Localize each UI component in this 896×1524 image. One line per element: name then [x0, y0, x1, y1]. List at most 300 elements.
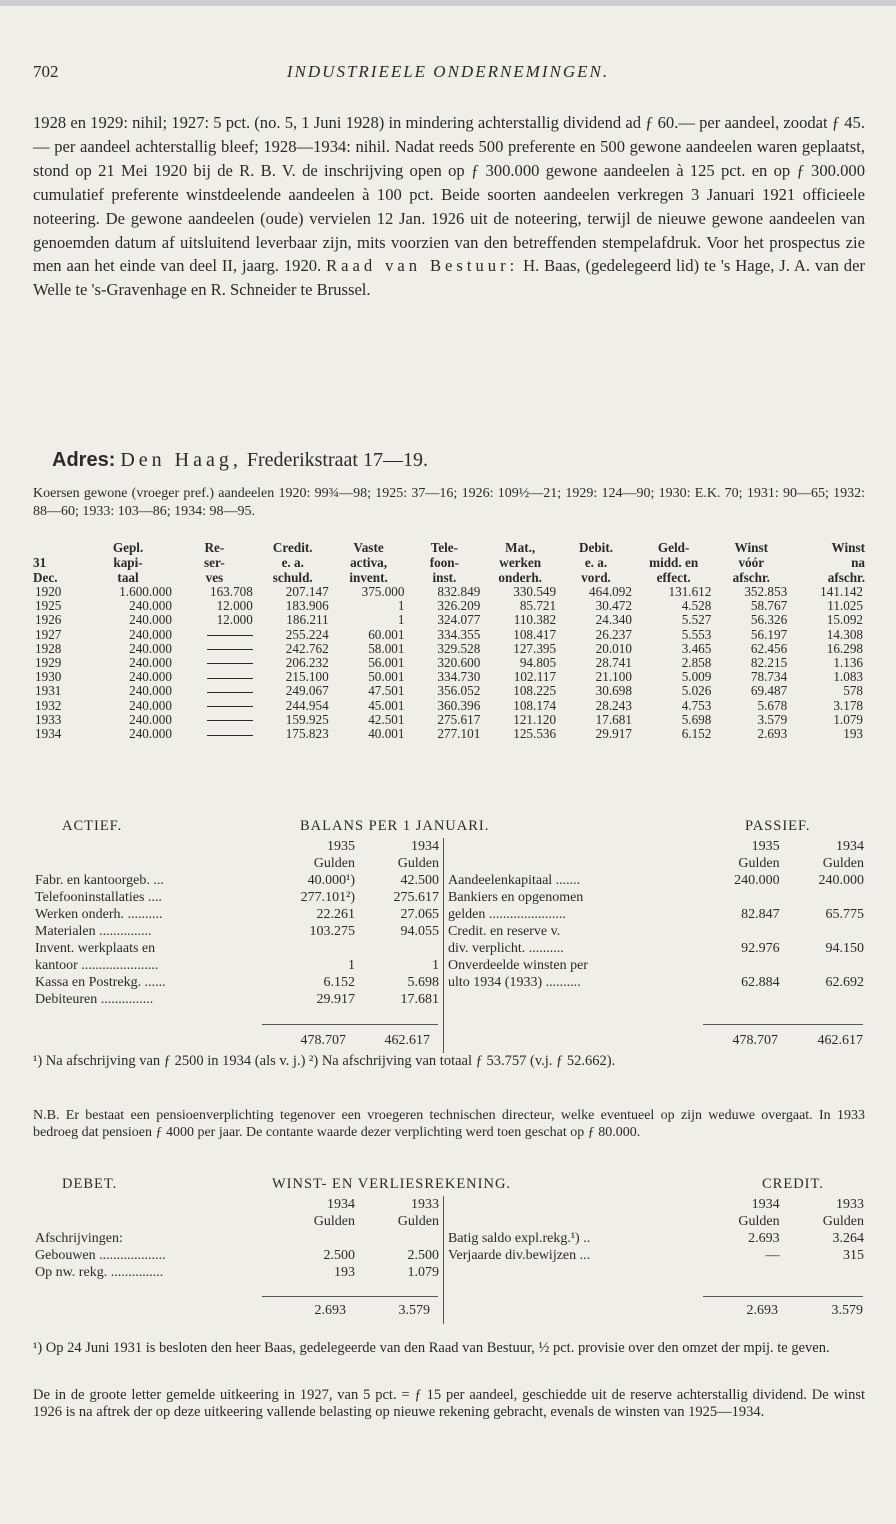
key-table-cell: 334.355: [437, 626, 481, 642]
actief-value: 29.917: [316, 992, 355, 1007]
key-table-cell: 26.237: [595, 626, 632, 642]
key-table-cell: 159.925: [285, 711, 329, 727]
key-table-header-2: [174, 540, 255, 585]
key-table-row: [33, 727, 865, 741]
key-table-cell: 5.553: [681, 626, 712, 642]
key-table-header-line: foon-: [429, 555, 460, 570]
key-table-cell: 5.698: [681, 711, 712, 727]
key-table-cell: [174, 656, 255, 670]
key-table-header-line: Dec.: [33, 570, 58, 585]
address-city: Den Haag,: [120, 449, 242, 471]
key-table-cell: 56.197: [750, 626, 788, 642]
actief-label: Kassa en Postrekg. ......: [35, 975, 166, 990]
debet-title: DEBET.: [62, 1176, 118, 1192]
final-note-text: De in de groote letter gemelde uitkeering in 1927, van 5 pct. = ƒ 15 per aandeel, geschiedde uit de reserve achterstallig dividend. De winst 1926 is na aftrek der op deze uitkeering vallende belasting op nieuwe rekening gebracht, evenals de winsten van 1925—1934.: [33, 1387, 865, 1420]
intro-paragraph: [33, 111, 865, 302]
key-table-cell: 28.741: [595, 655, 632, 671]
key-table-cell: 320.600: [437, 655, 481, 671]
key-table-header-5: [406, 540, 482, 585]
key-table-cell: 360.396: [437, 697, 481, 713]
key-table-header-line: vóór: [738, 555, 765, 570]
key-table-header-line: Debit.: [578, 540, 614, 555]
key-table-cell: 141.142: [820, 584, 863, 599]
key-table-header-line: werken: [499, 555, 542, 570]
key-table-cell: 277.101: [437, 726, 481, 742]
actief-row: [33, 872, 441, 889]
actief-value: 1: [348, 958, 355, 973]
key-table-cell: 1.083: [833, 669, 863, 685]
passief-row: [446, 940, 866, 957]
key-table-cell: 78.734: [750, 669, 788, 685]
actief-value: [357, 940, 441, 957]
key-table-cell: 240.000: [129, 612, 172, 628]
actief-total-a: 478.707: [300, 1033, 346, 1048]
key-table-header-10: [789, 540, 865, 585]
key-table-cell: 16.298: [826, 640, 863, 656]
key-table-cell: 240.000: [129, 726, 172, 742]
address-street: Frederikstraat 17—19.: [246, 449, 428, 471]
pl-title: WINST- EN VERLIESREKENING.: [272, 1176, 512, 1192]
intro-text-a: 1928 en 1929: nihil; 1927: 5 pct. (no. 5, 1 Juni 1928) in mindering achterstallig dividend ad ƒ 60.— per aandeel, zoodat ƒ 45.— per aandeel achterstallig bleef; 1928—1934: nihil. Nadat reeds 500 preferente en 500 gewone aandeelen waren geplaatst, stond op 21 Mei 1920 bij de R. B. V. de inschrijving open op ƒ 300.000 gewone aandeelen à 125 pct. en op ƒ 300.000 cumulatief preferente winstdeelende aandeelen à 100 pct. Beide soorten aandeelen verkregen 3 Januari 1921 officieele noteering. De gewone aandeelen (oude) vervielen 12 Jan. 1926 uit de noteering, terwijl de nieuwe gewone aandeelen van genoemden datum af uitsluitend leverbaar zijn, mits voorzien van den betreffenden stempelafdruk. Voor het prospectus zie men aan het einde van deel II, jaarg. 1920.: [33, 113, 865, 276]
key-table-cell: 330.549: [513, 584, 557, 599]
key-table-cell: 240.000: [129, 598, 172, 614]
actief-value: 103.275: [309, 924, 355, 939]
empty-dash: [207, 663, 253, 664]
actief-row: [33, 957, 441, 974]
key-table-cell: [174, 642, 255, 656]
actief-title: ACTIEF.: [62, 818, 123, 834]
key-table-header-line: kapi-: [113, 555, 143, 570]
balance-footnote-text: ¹) Na afschrijving van ƒ 2500 in 1934 (als v. j.) ²) Na afschrijving van totaal ƒ 53.757 (v.j. ƒ 52.662).: [33, 1053, 616, 1069]
passief-value: 240.000: [818, 873, 864, 888]
debet-total-b: 3.579: [398, 1303, 430, 1318]
key-table-cell: 1933: [35, 711, 62, 727]
key-table-cell: 1: [397, 612, 405, 628]
key-table-cell: 3.465: [681, 640, 712, 656]
passief-row: [446, 872, 866, 889]
balance-title: BALANS PER 1 JANUARI.: [300, 818, 490, 834]
key-table-cell: 94.805: [519, 655, 557, 671]
actief-value: 40.000¹): [307, 873, 355, 888]
key-table-cell: 244.954: [285, 697, 329, 713]
credit-title: CREDIT.: [762, 1176, 824, 1192]
key-table-cell: [174, 628, 255, 642]
key-table-cell: 1925: [35, 598, 62, 614]
balance-divider: [443, 838, 444, 1053]
koersen-text: Koersen gewone (vroeger pref.) aandeelen 1920: 99¾—98; 1925: 37—16; 1926: 109½—21; 1929: 124—90; 1930: E.K. 70; 1931: 90—65; 1932: 88—60; 1933: 103—86; 1934: 98—95.: [33, 486, 865, 519]
key-table-header-3: [255, 540, 331, 585]
key-table-cell: 17.681: [595, 711, 632, 727]
passief-value: [687, 957, 781, 974]
key-table-cell: 352.853: [744, 584, 788, 599]
key-table-header-line: Winst: [831, 540, 865, 555]
passief-row: [446, 957, 866, 974]
key-table-cell: 42.501: [368, 711, 405, 727]
passief-rows: [446, 872, 866, 991]
key-table-cell: 240.000: [129, 640, 172, 656]
key-table-cell: 12.000: [216, 598, 253, 614]
raad-label: Raad van Bestuur:: [326, 256, 519, 276]
empty-dash: [207, 678, 253, 679]
key-table-header-line: afschr.: [827, 570, 865, 585]
debet-table: [33, 1196, 441, 1281]
passief-year-a: 1935: [751, 839, 780, 854]
key-table-cell: [174, 713, 255, 727]
actief-row: [33, 906, 441, 923]
key-table-row: [33, 656, 865, 670]
key-table-cell: 240.000: [129, 711, 172, 727]
key-table-cell: 464.092: [589, 584, 632, 599]
debet-year-a: 1934: [327, 1197, 355, 1212]
credit-total-a: 2.693: [746, 1303, 778, 1318]
key-table-cell: 108.174: [513, 697, 557, 713]
intro-text-b: H. Baas, (gedelegeerd lid) te 's Hage, J. A. van der Welle te 's-Gravenhage en R. Schneider te Brussel.: [33, 256, 865, 300]
passief-value: 82.847: [741, 907, 780, 922]
key-table-cell: 1: [397, 598, 405, 614]
key-table-row: [33, 599, 865, 613]
actief-unit-a: Gulden: [313, 856, 355, 871]
actief-value: [269, 940, 357, 957]
key-table-header-line: e. a.: [584, 555, 608, 570]
key-table-cell: 240.000: [129, 655, 172, 671]
debet-label: Op nw. rekg. ...............: [35, 1265, 164, 1280]
key-table-cell: 110.382: [513, 612, 557, 628]
actief-value: 1: [432, 958, 439, 973]
passief-year-row: [446, 838, 866, 855]
passief-value: 62.692: [825, 975, 864, 990]
key-table-header-line: schuld.: [272, 570, 313, 585]
page-header: [33, 62, 863, 84]
key-table-cell: 206.232: [285, 655, 329, 671]
key-table-cell: 62.456: [750, 640, 788, 656]
passief-label: Aandeelenkapitaal .......: [448, 873, 581, 888]
key-table-cell: 14.308: [826, 626, 863, 642]
key-table-header-line: afschr.: [732, 570, 770, 585]
key-table-cell: 207.147: [285, 584, 329, 599]
passief-value: 94.150: [825, 941, 864, 956]
key-table-cell: 85.721: [519, 598, 557, 614]
key-table-cell: 30.698: [595, 683, 632, 699]
actief-label: Invent. werkplaats en: [35, 941, 156, 956]
credit-value: 2.693: [748, 1231, 780, 1246]
key-table-cell: 56.001: [368, 655, 405, 671]
key-table-header-1: [82, 540, 174, 585]
key-table-row: [33, 699, 865, 713]
key-table-cell: 326.209: [437, 598, 481, 614]
passief-label: div. verplicht. ..........: [448, 941, 564, 956]
key-table-cell: 47.501: [368, 683, 405, 699]
key-table-cell: 45.001: [368, 697, 405, 713]
key-table-header-line: Mat.,: [505, 540, 536, 555]
key-table-header-line: inst.: [432, 570, 457, 585]
key-table-cell: 1.079: [833, 711, 863, 727]
pl-footnote-text: ¹) Op 24 Juni 1931 is besloten den heer Baas, gedelegeerde van den Raad van Bestuur, ½ pct. provisie over den omzet der mpij. te geven.: [33, 1340, 830, 1356]
key-table-cell: [174, 670, 255, 684]
key-table-header-9: [713, 540, 789, 585]
key-table-header-0: [33, 540, 82, 585]
key-table-header-line: Vaste: [353, 540, 384, 555]
key-figures-table: [33, 540, 865, 741]
key-table-row: [33, 642, 865, 656]
key-table-header-line: na: [851, 555, 865, 570]
credit-unit-b: Gulden: [822, 1214, 864, 1229]
key-table-header-row: [33, 540, 865, 585]
key-table-cell: [174, 684, 255, 698]
key-table-header-line: onderh.: [498, 570, 542, 585]
key-table-cell: 12.000: [216, 612, 253, 628]
actief-value: 17.681: [400, 992, 439, 1007]
key-table-cell: 11.025: [827, 598, 863, 614]
key-table-cell: 125.536: [513, 726, 557, 742]
key-table-cell: 3.579: [757, 711, 788, 727]
actief-value: 94.055: [400, 924, 439, 939]
actief-value: 5.698: [407, 975, 439, 990]
key-table-header-line: taal: [117, 570, 139, 585]
passief-value: [687, 889, 781, 906]
top-border: [0, 0, 896, 6]
actief-value: 27.065: [400, 907, 439, 922]
passief-total-b: 462.617: [817, 1033, 863, 1048]
actief-row: [33, 991, 441, 1008]
passief-row: [446, 889, 866, 906]
key-table-cell: 175.823: [285, 726, 329, 742]
key-table-row: [33, 628, 865, 642]
key-table-cell: 2.858: [681, 655, 712, 671]
key-table-cell: 578: [843, 683, 863, 699]
key-table-row: [33, 713, 865, 727]
credit-value: —: [765, 1248, 780, 1263]
credit-label: Verjaarde div.bewijzen ...: [448, 1248, 591, 1263]
key-table-header-line: Re-: [204, 540, 225, 555]
credit-unit-row: [446, 1213, 866, 1230]
passief-label: Bankiers en opgenomen: [448, 890, 584, 905]
credit-table: [446, 1196, 866, 1264]
debet-row: [33, 1247, 441, 1264]
key-table-header-line: Gepl.: [112, 540, 144, 555]
key-table-header-6: [482, 540, 558, 585]
credit-total-b: 3.579: [831, 1303, 863, 1318]
empty-dash: [207, 706, 253, 707]
actief-year-b: 1934: [411, 839, 439, 854]
key-table-cell: 5.527: [681, 612, 712, 628]
key-table-cell: 249.067: [285, 683, 329, 699]
debet-row: [33, 1264, 441, 1281]
key-table-row: [33, 670, 865, 684]
key-table-cell: 108.417: [513, 626, 557, 642]
pl-footnote: [33, 1340, 865, 1357]
key-table-header-line: ser-: [204, 555, 225, 570]
debet-unit-b: Gulden: [397, 1214, 439, 1229]
key-table-header-line: invent.: [349, 570, 388, 585]
key-table-cell: 1932: [35, 697, 62, 713]
debet-unit-row: [33, 1213, 441, 1230]
key-table-cell: 163.708: [209, 584, 253, 599]
debet-value: 193: [334, 1265, 355, 1280]
passief-value: 65.775: [825, 907, 864, 922]
final-note: [33, 1387, 865, 1421]
key-table-body: [33, 585, 865, 741]
passief-total-a: 478.707: [732, 1033, 778, 1048]
key-table-cell: 832.849: [437, 584, 481, 599]
key-table-cell: 183.906: [285, 598, 329, 614]
key-table-cell: 58.767: [750, 598, 788, 614]
key-table-header-line: effect.: [656, 570, 691, 585]
key-table-row: [33, 684, 865, 698]
key-table-cell: 3.178: [833, 697, 863, 713]
credit-year-a: 1934: [751, 1197, 780, 1212]
actief-unit-b: Gulden: [397, 856, 439, 871]
passief-label: Onverdeelde winsten per: [448, 958, 588, 973]
debet-value: [269, 1230, 357, 1247]
key-table-cell: 40.001: [368, 726, 405, 742]
nb-note-text: N.B. Er bestaat een pensioenverplichting tegenover een vroegeren technischen directeur, welke eventueel op zijn weduwe overgaat. In 1933 bedroeg dat pensioen ƒ 4000 per jaar. De contante waarde dezer verplichting werd toen geschat op ƒ 80.000.: [33, 1108, 865, 1140]
key-table-cell: 255.224: [285, 626, 329, 642]
key-table-cell: 329.528: [437, 640, 481, 656]
empty-dash: [207, 649, 253, 650]
actief-year-a: 1935: [327, 839, 355, 854]
key-table-cell: 30.472: [595, 598, 632, 614]
key-table-cell: 240.000: [129, 669, 172, 685]
running-title: INDUSTRIEELE ONDERNEMINGEN.: [286, 62, 610, 81]
passief-table: [446, 838, 866, 991]
empty-dash: [207, 735, 253, 736]
pl-divider: [443, 1196, 444, 1324]
key-table-cell: 1931: [35, 683, 62, 699]
key-table-cell: 1928: [35, 640, 62, 656]
debet-total-a: 2.693: [314, 1303, 346, 1318]
key-table-cell: 127.395: [513, 640, 557, 656]
passief-year-b: 1934: [836, 839, 864, 854]
credit-row: [446, 1230, 866, 1247]
balance-footnote: [33, 1053, 865, 1070]
key-table-cell: 1934: [35, 726, 62, 742]
key-table-header-line: ves: [205, 570, 224, 585]
address-line: [52, 449, 428, 472]
passief-title: PASSIEF.: [745, 818, 811, 834]
key-table-cell: 1929: [35, 655, 62, 671]
passief-label: ulto 1934 (1933) ..........: [448, 975, 581, 990]
address-label: Adres:: [52, 449, 116, 471]
key-table-header-line: [33, 540, 82, 555]
key-table-header-line: activa,: [350, 555, 388, 570]
key-table-header-line: Geld-: [657, 540, 690, 555]
passief-value: [782, 957, 866, 974]
actief-rows: [33, 872, 441, 1008]
actief-label: Fabr. en kantoorgeb. ...: [35, 873, 164, 888]
passief-value: [782, 923, 866, 940]
key-table-cell: [174, 727, 255, 741]
credit-year-b: 1933: [836, 1197, 864, 1212]
actief-row: [33, 889, 441, 906]
passief-value: [687, 923, 781, 940]
key-table-cell: 4.753: [681, 697, 712, 713]
key-table-cell: 4.528: [681, 598, 712, 614]
credit-rows: [446, 1230, 866, 1264]
key-table-cell: 5.009: [681, 669, 712, 685]
passief-value: 92.976: [741, 941, 780, 956]
nb-note: [33, 1107, 865, 1141]
actief-row: [33, 923, 441, 940]
empty-dash: [207, 635, 253, 636]
actief-total-b: 462.617: [384, 1033, 430, 1048]
debet-label: Gebouwen ...................: [35, 1248, 166, 1263]
actief-label: Materialen ...............: [35, 924, 152, 939]
key-table-cell: 58.001: [368, 640, 405, 656]
key-table-cell: 5.026: [681, 683, 712, 699]
debet-year-b: 1933: [411, 1197, 439, 1212]
key-table-cell: 28.243: [595, 697, 632, 713]
key-table-header-8: [634, 540, 713, 585]
key-table-cell: 1.600.000: [119, 584, 172, 599]
key-table-cell: 215.100: [285, 669, 329, 685]
key-table-header-line: vord.: [581, 570, 611, 585]
actief-unit-row: [33, 855, 441, 872]
passief-row: [446, 974, 866, 991]
passief-label: gelden ......................: [448, 907, 566, 922]
actief-value: 6.152: [323, 975, 355, 990]
key-table-cell: 1920: [35, 584, 62, 599]
credit-value: 315: [843, 1248, 864, 1263]
credit-row: [446, 1247, 866, 1264]
key-table-cell: 193: [843, 726, 863, 742]
passief-value: 62.884: [741, 975, 780, 990]
debet-label: Afschrijvingen:: [35, 1231, 123, 1246]
key-table-header-line: Winst: [734, 540, 768, 555]
passief-row: [446, 923, 866, 940]
passief-value: [782, 889, 866, 906]
passief-total-rule: [703, 1024, 863, 1025]
debet-row: [33, 1230, 441, 1247]
key-table-cell: 242.762: [285, 640, 329, 656]
key-table-cell: 131.612: [668, 584, 712, 599]
debet-total-rule: [262, 1296, 438, 1297]
key-table-cell: [174, 699, 255, 713]
key-table-cell: 60.001: [368, 626, 405, 642]
key-table-cell: 121.120: [513, 711, 557, 727]
key-table-cell: 6.152: [681, 726, 712, 742]
debet-value: 2.500: [323, 1248, 355, 1263]
actief-value: 42.500: [400, 873, 439, 888]
key-table-cell: 29.917: [595, 726, 632, 742]
key-table-cell: 15.092: [826, 612, 863, 628]
key-table-cell: 108.225: [513, 683, 557, 699]
debet-value: 1.079: [407, 1265, 439, 1280]
actief-table: [33, 838, 441, 1008]
key-table-cell: 334.730: [437, 669, 481, 685]
key-table-cell: 324.077: [437, 612, 481, 628]
actief-total-rule: [262, 1024, 438, 1025]
page-number: 702: [33, 62, 59, 81]
actief-label: Werken onderh. ..........: [35, 907, 163, 922]
actief-label: kantoor ......................: [35, 958, 159, 973]
passief-unit-row: [446, 855, 866, 872]
debet-value: [357, 1230, 441, 1247]
key-table-header-7: [558, 540, 634, 585]
credit-value: 3.264: [832, 1231, 864, 1246]
key-table-cell: 240.000: [129, 683, 172, 699]
key-table-cell: 1.136: [833, 655, 863, 671]
credit-total-rule: [703, 1296, 863, 1297]
debet-year-row: [33, 1196, 441, 1213]
key-table-cell: 56.326: [750, 612, 788, 628]
key-table-row: [33, 585, 865, 599]
key-table-cell: 375.000: [361, 584, 405, 599]
actief-value: 22.261: [316, 907, 355, 922]
actief-label: Telefooninstallaties ....: [35, 890, 162, 905]
key-table-cell: 102.117: [513, 669, 557, 685]
key-table-row: [33, 613, 865, 627]
key-table-header-line: 31: [33, 555, 47, 570]
